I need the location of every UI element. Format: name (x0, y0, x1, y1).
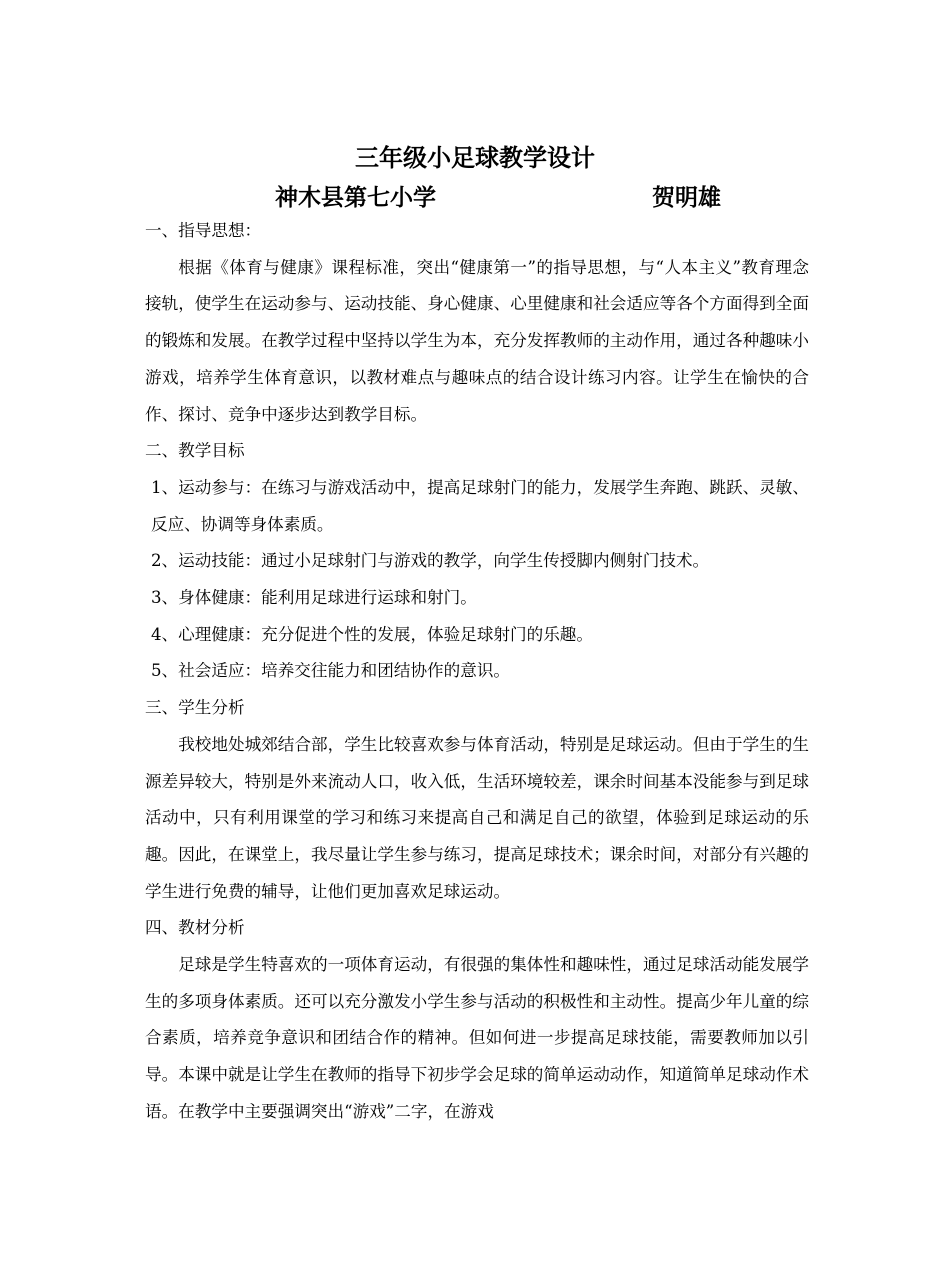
goal-item: 3、身体健康：能利用足球进行运球和射门。 (151, 588, 477, 608)
section-heading-student-analysis: 三、学生分析 (145, 698, 245, 718)
document-title: 三年级小足球教学设计 (355, 143, 595, 172)
paragraph-guiding-ideology: 根据《体育与健康》课程标准，突出“健康第一”的指导思想，与“人本主义”教育理念接轨，使学生在运动参与、运动技能、身心健康、心里健康和社会适应等各个方面得到全面的锻炼和发展。在教学过程中坚持以学生为本，充分发挥教师的主动作用，通过各种趣味小游戏，培养学生体育意识，以教材难点与趣味点的结合设计练习内容。让学生在愉快的合作、探讨、竞争中逐步达到教学目标。 (145, 257, 809, 424)
goal-item: 1、运动参与：在练习与游戏活动中，提高足球射门的能力，发展学生奔跑、跳跃、灵敏、反应、协调等身体素质。 (151, 477, 809, 534)
section-heading-guiding-ideology: 一、指导思想： (145, 221, 262, 240)
section-heading-teaching-goals: 二、教学目标 (145, 441, 245, 461)
goal-item: 2、运动技能：通过小足球射门与游戏的教学，向学生传授脚内侧射门技术。 (151, 551, 710, 571)
document-body (145, 213, 809, 1131)
goal-item: 5、社会适应：培养交往能力和团结协作的意识。 (151, 661, 511, 681)
section-heading-material-analysis: 四、教材分析 (145, 918, 245, 938)
paragraph-student-analysis: 我校地处城郊结合部，学生比较喜欢参与体育活动，特别是足球运动。但由于学生的生源差异较大，特别是外来流动人口，收入低，生活环境较差，课余时间基本没能参与到足球活动中，只有利用课堂的学习和练习来提高自己和满足自己的欲望，体验到足球运动的乐趣。因此，在课堂上，我尽量让学生参与练习，提高足球技术；课余时间，对部分有兴趣的学生进行免费的辅导，让他们更加喜欢足球运动。 (145, 734, 809, 901)
school-name: 神木县第七小学 (275, 184, 436, 211)
author-name: 贺明雄 (652, 184, 721, 211)
goal-item: 4、心理健康：充分促进个性的发展，体验足球射门的乐趣。 (151, 624, 593, 644)
byline (0, 180, 950, 216)
paragraph-material-analysis: 足球是学生特喜欢的一项体育运动，有很强的集体性和趣味性，通过足球活动能发展学生的多项身体素质。还可以充分激发小学生参与活动的积极性和主动性。提高少年儿童的综合素质，培养竞争意识和团结合作的精神。但如何进一步提高足球技能，需要教师加以引导。本课中就是让学生在教师的指导下初步学会足球的简单运动动作，知道简单足球动作术语。在教学中主要强调突出“游戏”二字，在游戏 (145, 955, 809, 1121)
